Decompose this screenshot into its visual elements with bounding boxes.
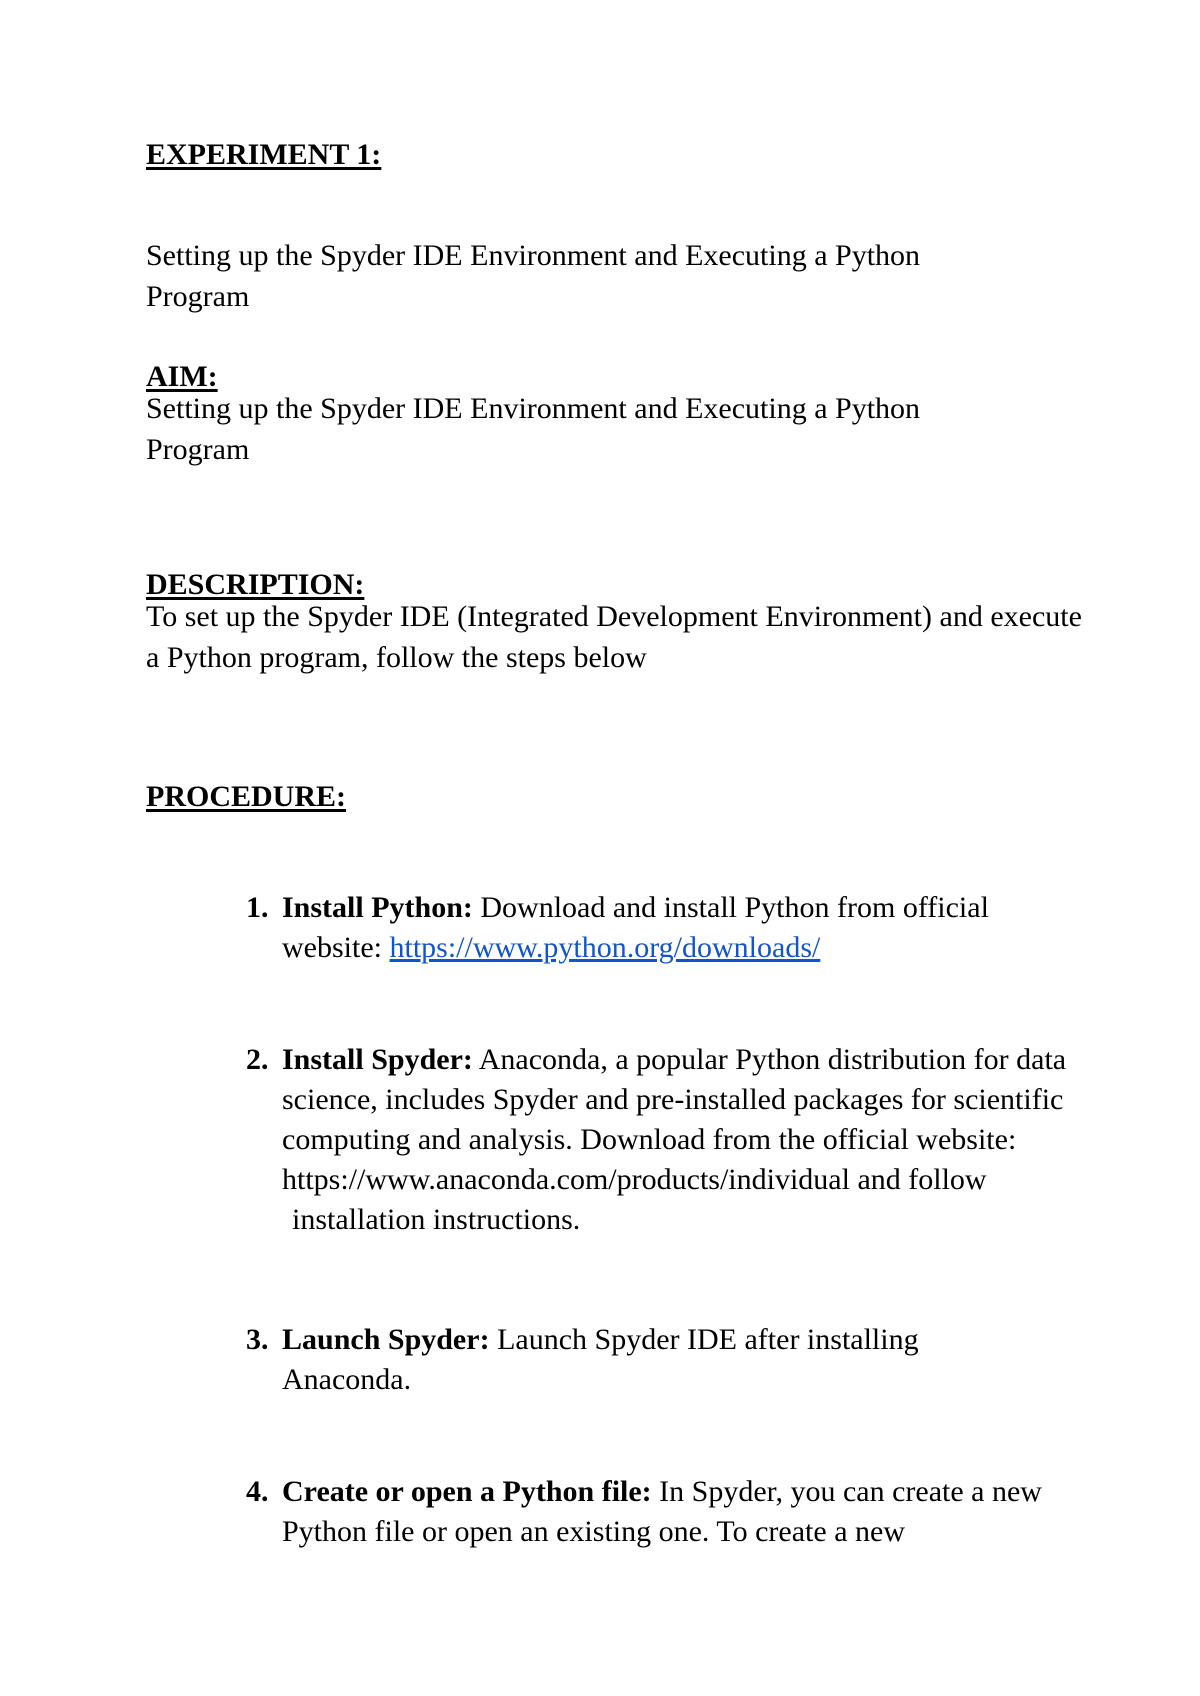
step-text: In Spyder, you can create a new Python file or open an existing one. To create a new: [282, 1475, 1042, 1548]
intro-title: Setting up the Spyder IDE Environment and Executing a Python Program: [146, 239, 921, 313]
experiment-heading: EXPERIMENT 1:: [146, 138, 382, 171]
step-title: Launch Spyder:: [282, 1323, 490, 1356]
procedure-step-4: [248, 1472, 1078, 1552]
step-number: 3.: [246, 1323, 269, 1356]
step-body: [282, 1320, 1002, 1400]
step-number: 2.: [246, 1043, 269, 1076]
step-text: Anaconda, a popular Python distribution for data science, includes Spyder and pre-installed packages for scientific computing and analysis. Download from the official website: https://www.anaconda.com/products/individual and follow: [282, 1043, 1067, 1196]
description-text: To set up the Spyder IDE (Integrated Development Environment) and execute a Python program, follow the steps below: [146, 600, 1082, 674]
description-heading: DESCRIPTION:: [146, 568, 365, 601]
python-download-link[interactable]: https://www.python.org/downloads/: [389, 931, 821, 964]
step-text: Launch Spyder IDE after installing Anaconda.: [282, 1323, 919, 1396]
aim-heading: AIM:: [146, 360, 218, 393]
aim-text: Setting up the Spyder IDE Environment and Executing a Python Program: [146, 392, 921, 466]
step-title: Create or open a Python file:: [282, 1475, 652, 1508]
step-body: [282, 888, 1078, 968]
step-title: Install Spyder:: [282, 1043, 473, 1076]
step-body: [282, 1472, 1078, 1552]
step-body: [282, 1040, 1078, 1240]
step-title: Install Python:: [282, 891, 473, 924]
step-text: Download and install Python from official website:: [282, 891, 989, 964]
procedure-step-3: [248, 1320, 1078, 1400]
step-text-continued: installation instructions.: [292, 1203, 581, 1236]
procedure-step-2: [248, 1040, 1078, 1240]
step-number: 1.: [246, 891, 269, 924]
step-number: 4.: [246, 1475, 269, 1508]
procedure-heading: PROCEDURE:: [146, 780, 346, 813]
procedure-step-1: [248, 888, 1078, 968]
